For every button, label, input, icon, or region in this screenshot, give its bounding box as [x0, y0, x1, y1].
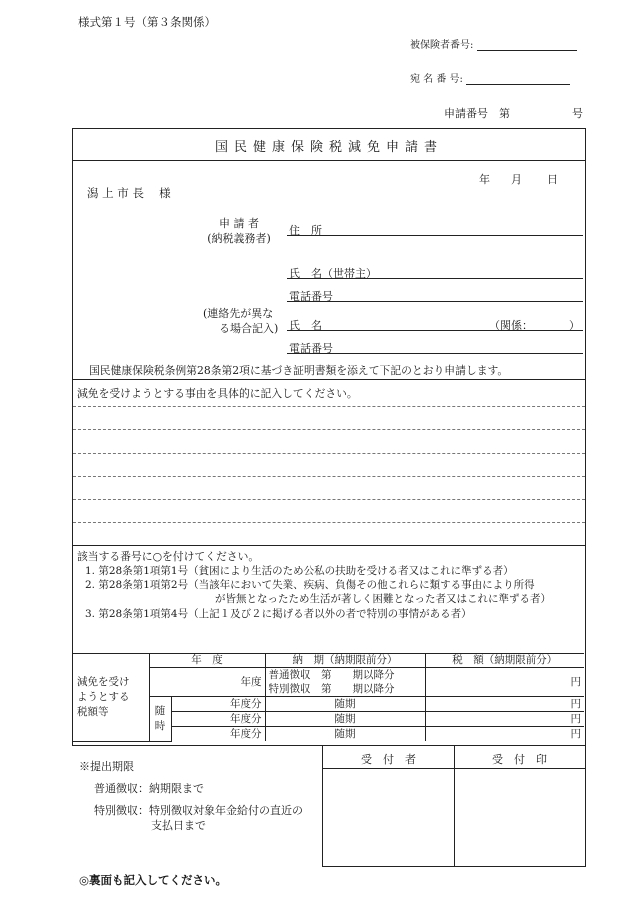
date-month: 月	[511, 173, 522, 186]
insured-number-field[interactable]	[477, 38, 577, 51]
reason-prompt: 減免を受けようとする事由を具体的に記入してください。	[77, 387, 358, 400]
occasional-period-2: 随期	[265, 712, 425, 727]
reason-field[interactable]	[77, 385, 581, 543]
form-id: 様式第１号（第３条関係）	[78, 15, 216, 29]
option-2[interactable]: 2. 第28条第1項第2号（当該年において失業、疾病、負傷その他これらに類する事由により所得	[85, 579, 535, 591]
reception-box	[322, 746, 586, 867]
address-number-label: 宛 名 番 号:	[410, 74, 463, 85]
occasional-period-3: 随期	[265, 727, 425, 742]
occasional-year-1[interactable]: 年度分	[171, 697, 265, 712]
applicant-address-field[interactable]	[287, 220, 583, 236]
header-year: 年 度	[149, 654, 265, 668]
option-1[interactable]: 1. 第28条第1項第1号（貧困により生活のため公私の扶助を受ける者又はこれに準ずる者）	[85, 565, 514, 577]
stamp-label: 受 付 印	[492, 753, 547, 766]
header-period: 納 期（納期限前分）	[265, 654, 425, 668]
option-3[interactable]: 3. 第28条第1項第4号（上記１及び２に掲げる者以外の者で特別の事情がある者）	[85, 608, 472, 620]
deadline-special: 特別徴収：特別徴収対象年金給付の直近の	[94, 804, 303, 817]
tax-table	[73, 653, 584, 742]
occasional-amount-1[interactable]: 円	[425, 697, 584, 712]
occasional-amount-2[interactable]: 円	[425, 712, 584, 727]
address-number-field[interactable]	[466, 72, 570, 85]
application-number-suffix: 号	[572, 107, 583, 120]
main-amount-cell[interactable]: 円	[425, 668, 584, 697]
addressee: 潟 上 市 長 様	[87, 186, 171, 200]
date-year: 年	[479, 173, 490, 186]
applicant-phone-label: 電話番号	[289, 290, 333, 303]
stamp-field[interactable]	[455, 769, 585, 866]
options-prompt: 該当する番号に○を付けてください。	[77, 550, 260, 563]
contact-sublabel: る場合記入)	[219, 322, 279, 335]
contact-label: (連絡先が異な	[203, 307, 274, 320]
insured-number-label: 被保険者番号:	[410, 40, 474, 51]
applicant-sublabel: (納税義務者)	[207, 232, 271, 245]
date-day: 日	[547, 173, 558, 186]
ordinary-collection-cell[interactable]: 普通徴収 第 期以降分	[265, 668, 425, 683]
contact-name-label: 氏 名	[289, 319, 322, 332]
occasional-year-3[interactable]: 年度分	[171, 727, 265, 742]
occasional-period-1: 随期	[265, 697, 425, 712]
applicant-label: 申 請 者	[219, 217, 259, 230]
deadline-ordinary: 普通徴収：納期限まで	[94, 782, 204, 795]
main-year-cell[interactable]: 年度	[149, 668, 265, 697]
address-number-row	[410, 70, 570, 85]
footer-note: ◎裏面も記入してください。	[79, 873, 228, 887]
receiver-field[interactable]	[323, 769, 454, 866]
deadline-special-continued: 支払日まで	[151, 819, 206, 832]
deadline-heading: ※提出期限	[79, 760, 134, 773]
contact-phone-label: 電話番号	[289, 342, 333, 355]
contact-relation-open: （関係：	[489, 319, 533, 332]
applicant-address-label: 住 所	[289, 224, 322, 237]
option-2-continued: が皆無となったため生活が著しく困難となった者又はこれに準ずる者）	[215, 593, 551, 605]
contact-phone-field[interactable]	[287, 338, 583, 354]
contact-relation-close: ）	[569, 319, 580, 332]
tax-row-label: 減免を受け ようとする 税額等	[73, 654, 149, 742]
special-collection-cell[interactable]: 特別徴収 第 期以降分	[265, 682, 425, 697]
application-form	[72, 128, 586, 746]
applicant-name-label: 氏 名（世帯主）	[289, 267, 377, 280]
application-number-prefix: 申請番号 第	[444, 107, 510, 120]
insured-number-row	[410, 36, 577, 51]
occasional-year-2[interactable]: 年度分	[171, 712, 265, 727]
form-title: 国民健康保険税減免申請書	[214, 140, 443, 155]
occasional-amount-3[interactable]: 円	[425, 727, 584, 742]
occasional-label: 随 時	[149, 697, 171, 742]
declaration-text: 国民健康保険税条例第28条第2項に基づき証明書類を添えて下記のとおり申請します。	[89, 364, 509, 377]
header-amount: 税 額（納期限前分）	[425, 654, 584, 668]
applicant-phone-field[interactable]	[287, 286, 583, 302]
contact-name-field[interactable]	[287, 315, 583, 331]
receiver-label: 受 付 者	[361, 753, 416, 766]
applicant-name-field[interactable]	[287, 263, 583, 279]
